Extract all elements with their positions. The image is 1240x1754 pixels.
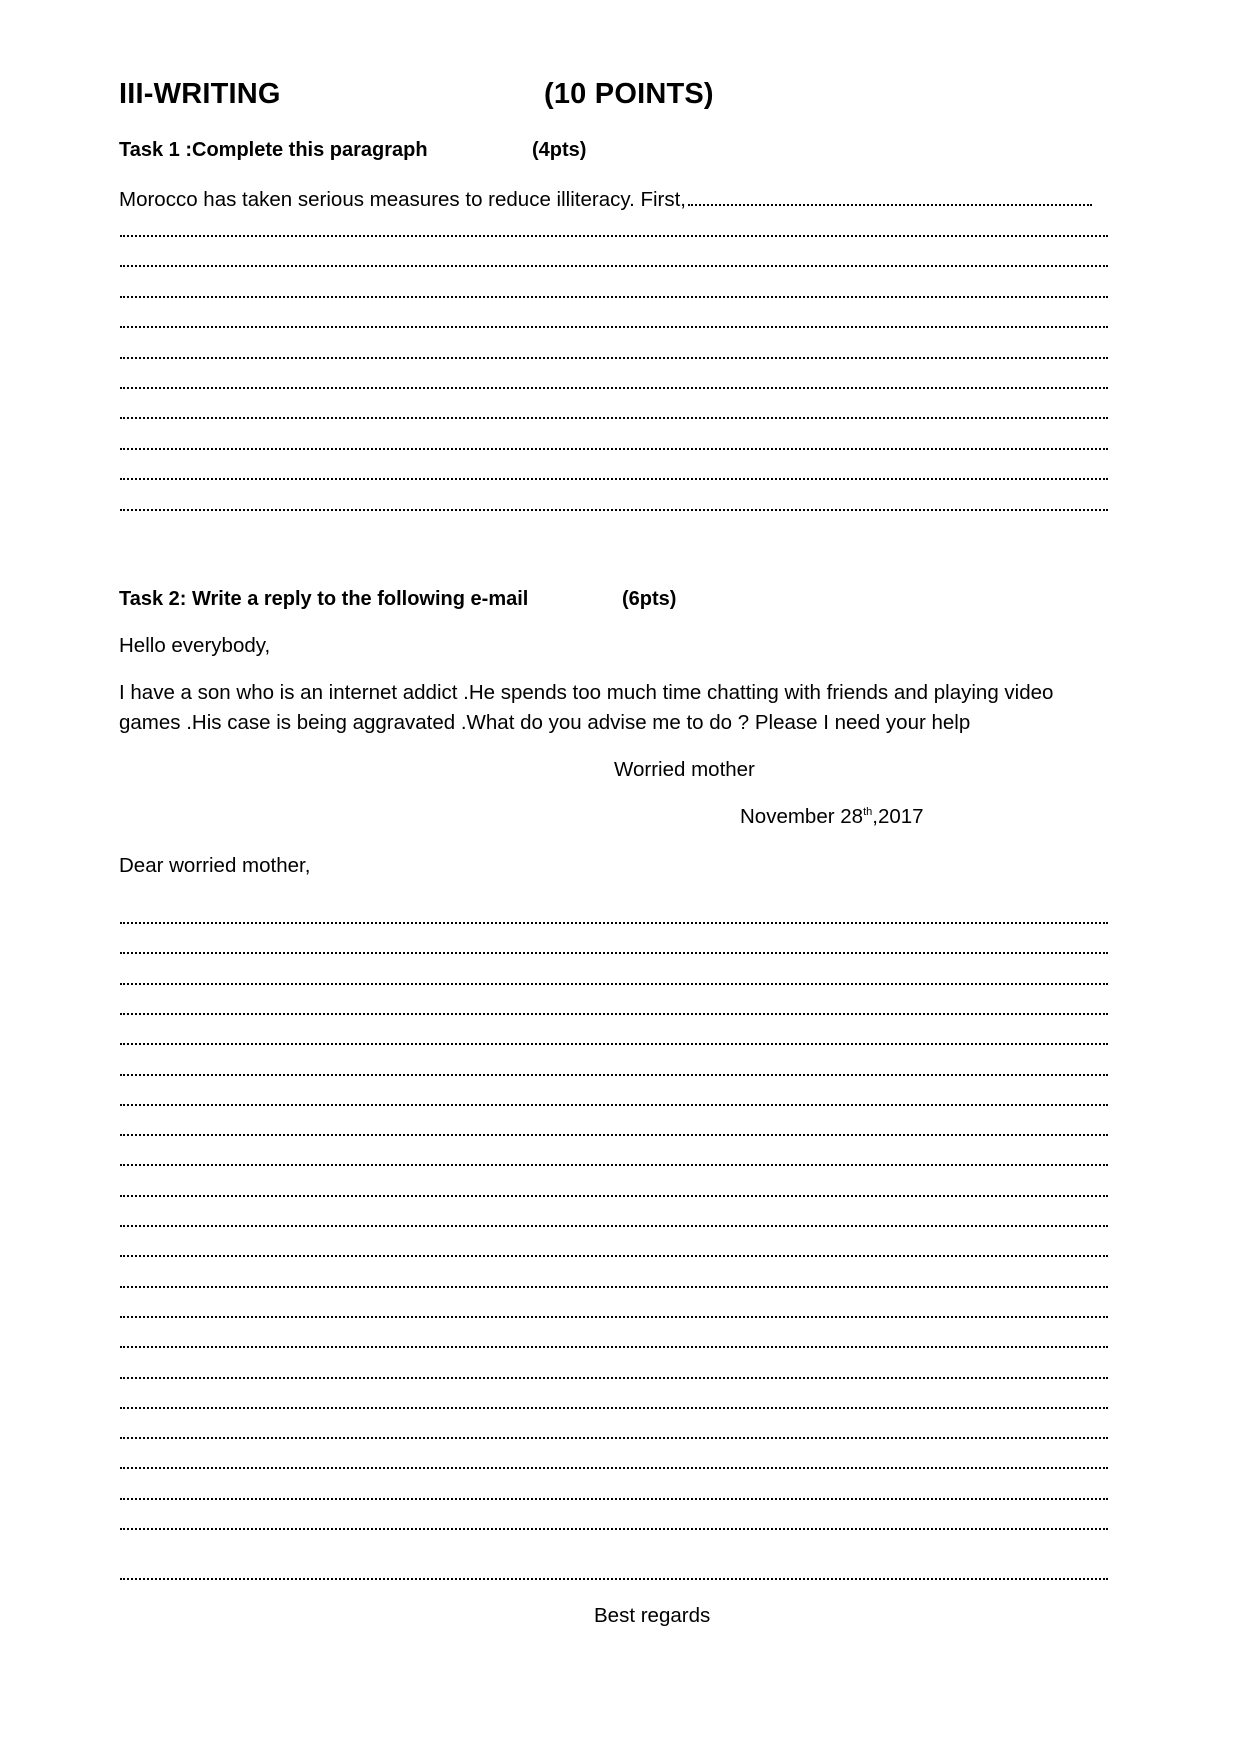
reply-salutation: Dear worried mother, xyxy=(119,854,311,877)
task1-answer-line[interactable] xyxy=(120,478,1108,480)
email-body-line-2: games .His case is being aggravated .What do you advise me to do ? Please I need your help xyxy=(119,711,971,734)
email-date-prefix: November 28 xyxy=(740,805,864,828)
task1-prompt-line xyxy=(119,188,1092,212)
email-body-line-1: I have a son who is an internet addict .He spends too much time chatting with friends and playing video xyxy=(119,681,1054,704)
task2-answer-line[interactable] xyxy=(120,1528,1108,1530)
task2-answer-line[interactable] xyxy=(120,1255,1108,1257)
task2-answer-line[interactable] xyxy=(120,1377,1108,1379)
task2-answer-line[interactable] xyxy=(120,1225,1108,1227)
task1-answer-line[interactable] xyxy=(120,296,1108,298)
task1-answer-line[interactable] xyxy=(120,448,1108,450)
task2-answer-line[interactable] xyxy=(120,1043,1108,1045)
task2-answer-line[interactable] xyxy=(120,1074,1108,1076)
section-title: III-WRITING xyxy=(119,78,281,110)
task1-title: Task 1 :Complete this paragraph xyxy=(119,139,428,161)
task2-answer-line[interactable] xyxy=(120,1578,1108,1580)
task1-answer-line[interactable] xyxy=(120,357,1108,359)
task2-answer-line[interactable] xyxy=(120,1437,1108,1439)
task1-answer-line[interactable] xyxy=(120,235,1108,237)
task1-fill-blank[interactable] xyxy=(688,204,1092,206)
task2-answer-line[interactable] xyxy=(120,1498,1108,1500)
reply-closing: Best regards xyxy=(594,1604,711,1627)
task2-answer-line[interactable] xyxy=(120,1164,1108,1166)
task2-answer-line[interactable] xyxy=(120,952,1108,954)
task1-answer-line[interactable] xyxy=(120,387,1108,389)
email-date xyxy=(740,805,924,829)
section-points: (10 POINTS) xyxy=(544,78,714,110)
task2-answer-line[interactable] xyxy=(120,1467,1108,1469)
task1-prompt: Morocco has taken serious measures to reduce illiteracy. First, xyxy=(119,188,687,211)
task2-answer-line[interactable] xyxy=(120,1346,1108,1348)
email-date-year: ,2017 xyxy=(872,805,924,828)
task2-answer-line[interactable] xyxy=(120,1316,1108,1318)
task1-answer-line[interactable] xyxy=(120,417,1108,419)
task2-answer-line[interactable] xyxy=(120,1013,1108,1015)
email-greeting: Hello everybody, xyxy=(119,634,271,657)
email-date-suffix: th xyxy=(863,806,873,819)
task2-points: (6pts) xyxy=(622,588,677,610)
task2-answer-line[interactable] xyxy=(120,1195,1108,1197)
task2-answer-line[interactable] xyxy=(120,1286,1108,1288)
task1-answer-line[interactable] xyxy=(120,509,1108,511)
task2-title: Task 2: Write a reply to the following e-mail xyxy=(119,588,529,610)
task1-answer-line[interactable] xyxy=(120,326,1108,328)
task2-answer-line[interactable] xyxy=(120,1407,1108,1409)
task2-answer-line[interactable] xyxy=(120,1104,1108,1106)
task2-answer-line[interactable] xyxy=(120,983,1108,985)
email-signature: Worried mother xyxy=(614,758,755,781)
task1-points: (4pts) xyxy=(532,139,587,161)
task1-answer-line[interactable] xyxy=(120,265,1108,267)
task2-answer-line[interactable] xyxy=(120,922,1108,924)
task2-answer-line[interactable] xyxy=(120,1134,1108,1136)
